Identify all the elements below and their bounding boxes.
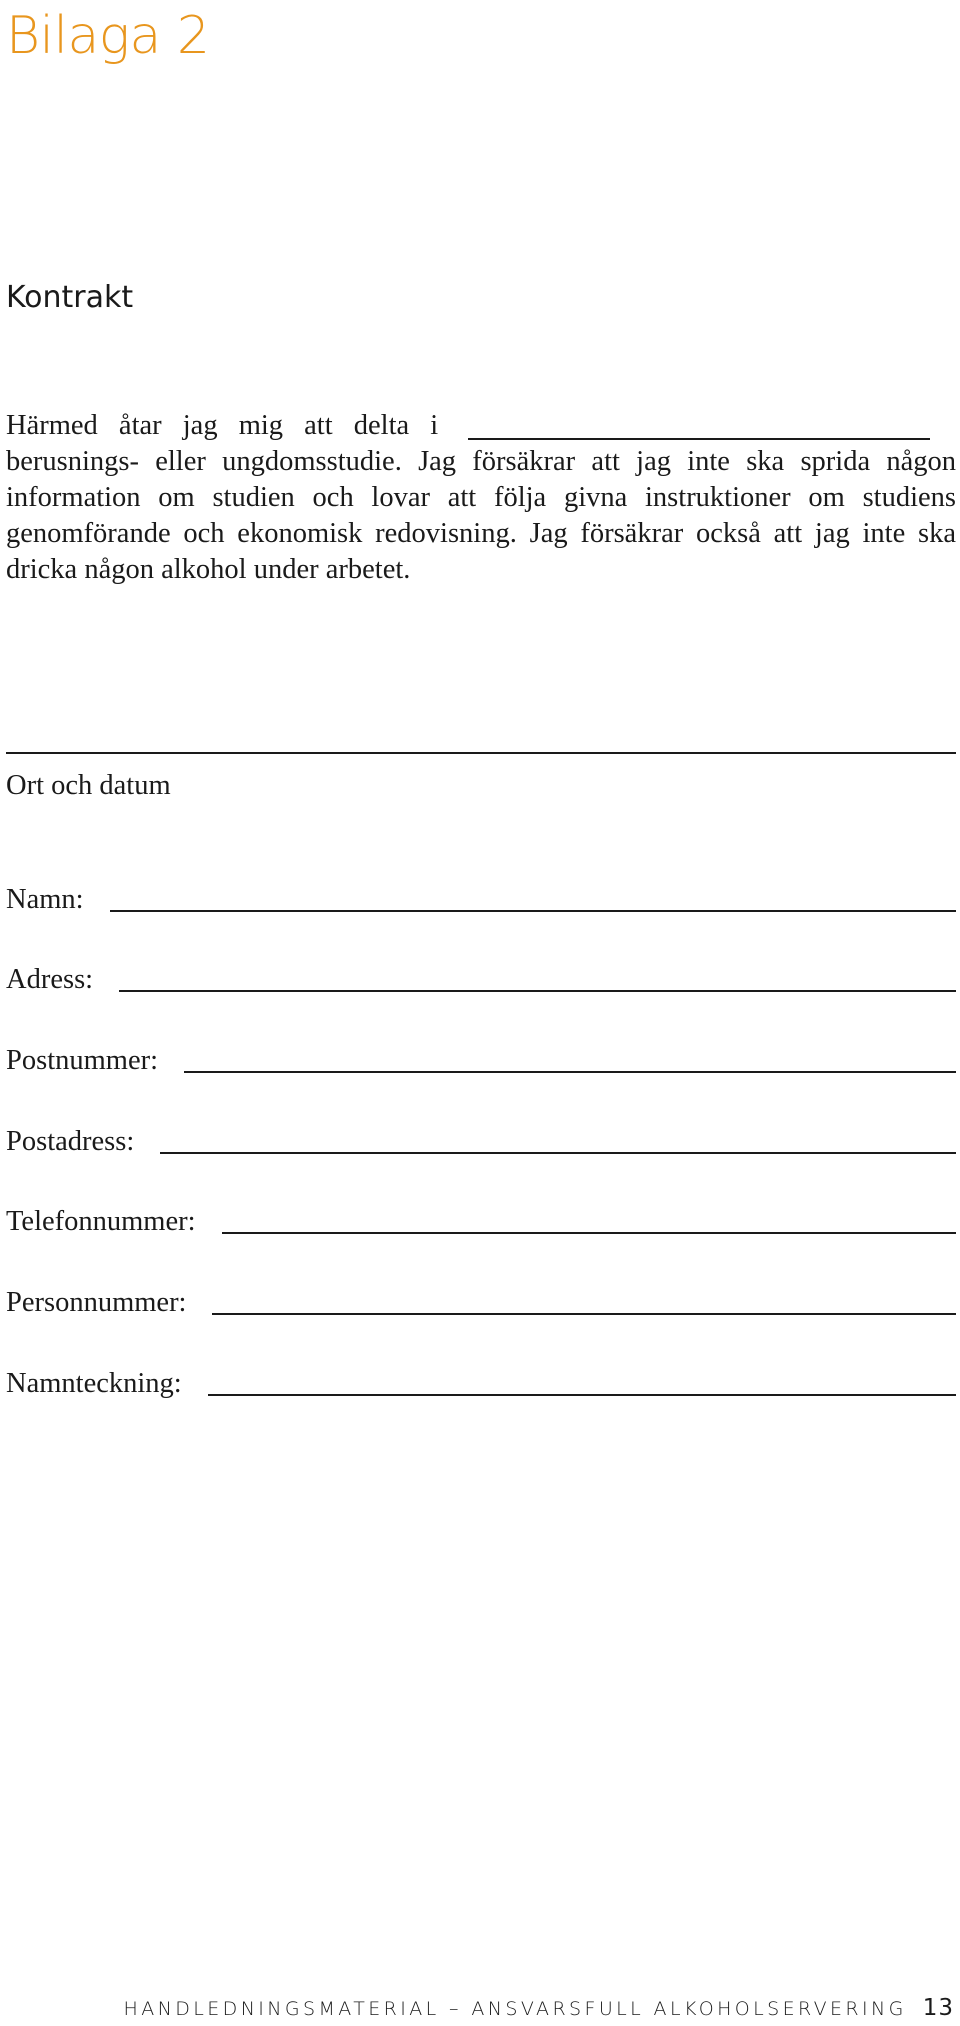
field-personal-number-label: Personnummer: [6,1287,187,1318]
contract-lead-text: Härmed åtar jag mig att delta i [6,410,439,441]
field-postal-address-label: Postadress: [6,1126,135,1157]
field-name-label: Namn: [6,884,84,915]
field-postal-code-label: Postnummer: [6,1045,159,1076]
field-phone [6,1200,956,1240]
field-address-label: Adress: [6,964,94,995]
field-name [6,878,956,918]
place-date-line [6,752,956,754]
section-heading: Kontrakt [6,280,134,315]
study-name-blank [468,412,930,440]
field-phone-label: Telefonnummer: [6,1206,196,1237]
field-postal-code [6,1039,956,1079]
contract-first-line [6,408,956,444]
contract-body-text: berusnings- eller ungdomsstudie. Jag försäkrar att jag inte ska sprida någon information om studien och lovar att följa givna instruktioner om studiens genomförande och ekonomisk redovisning. Jag försäkrar också att jag inte ska dricka någon alkohol under arbetet. [6,446,956,585]
field-name-line [110,884,956,912]
field-personal-number [6,1281,956,1321]
place-date-caption: Ort och datum [6,770,171,801]
field-postal-code-line [184,1045,956,1073]
field-signature-label: Namnteckning: [6,1368,182,1399]
field-personal-number-line [212,1287,956,1315]
contract-text [6,408,956,588]
field-signature [6,1362,956,1402]
page-number: 13 [922,1995,954,2021]
page-footer [124,1995,954,2021]
field-address [6,958,956,998]
field-postal-address-line [160,1126,956,1154]
field-address-line [119,964,956,992]
field-phone-line [222,1206,956,1234]
running-title: HANDLEDNINGSMATERIAL – ANSVARSFULL ALKOHOLSERVERING [123,1998,907,2020]
field-signature-line [208,1368,956,1396]
page-title: Bilaga 2 [6,6,210,66]
field-postal-address [6,1120,956,1160]
